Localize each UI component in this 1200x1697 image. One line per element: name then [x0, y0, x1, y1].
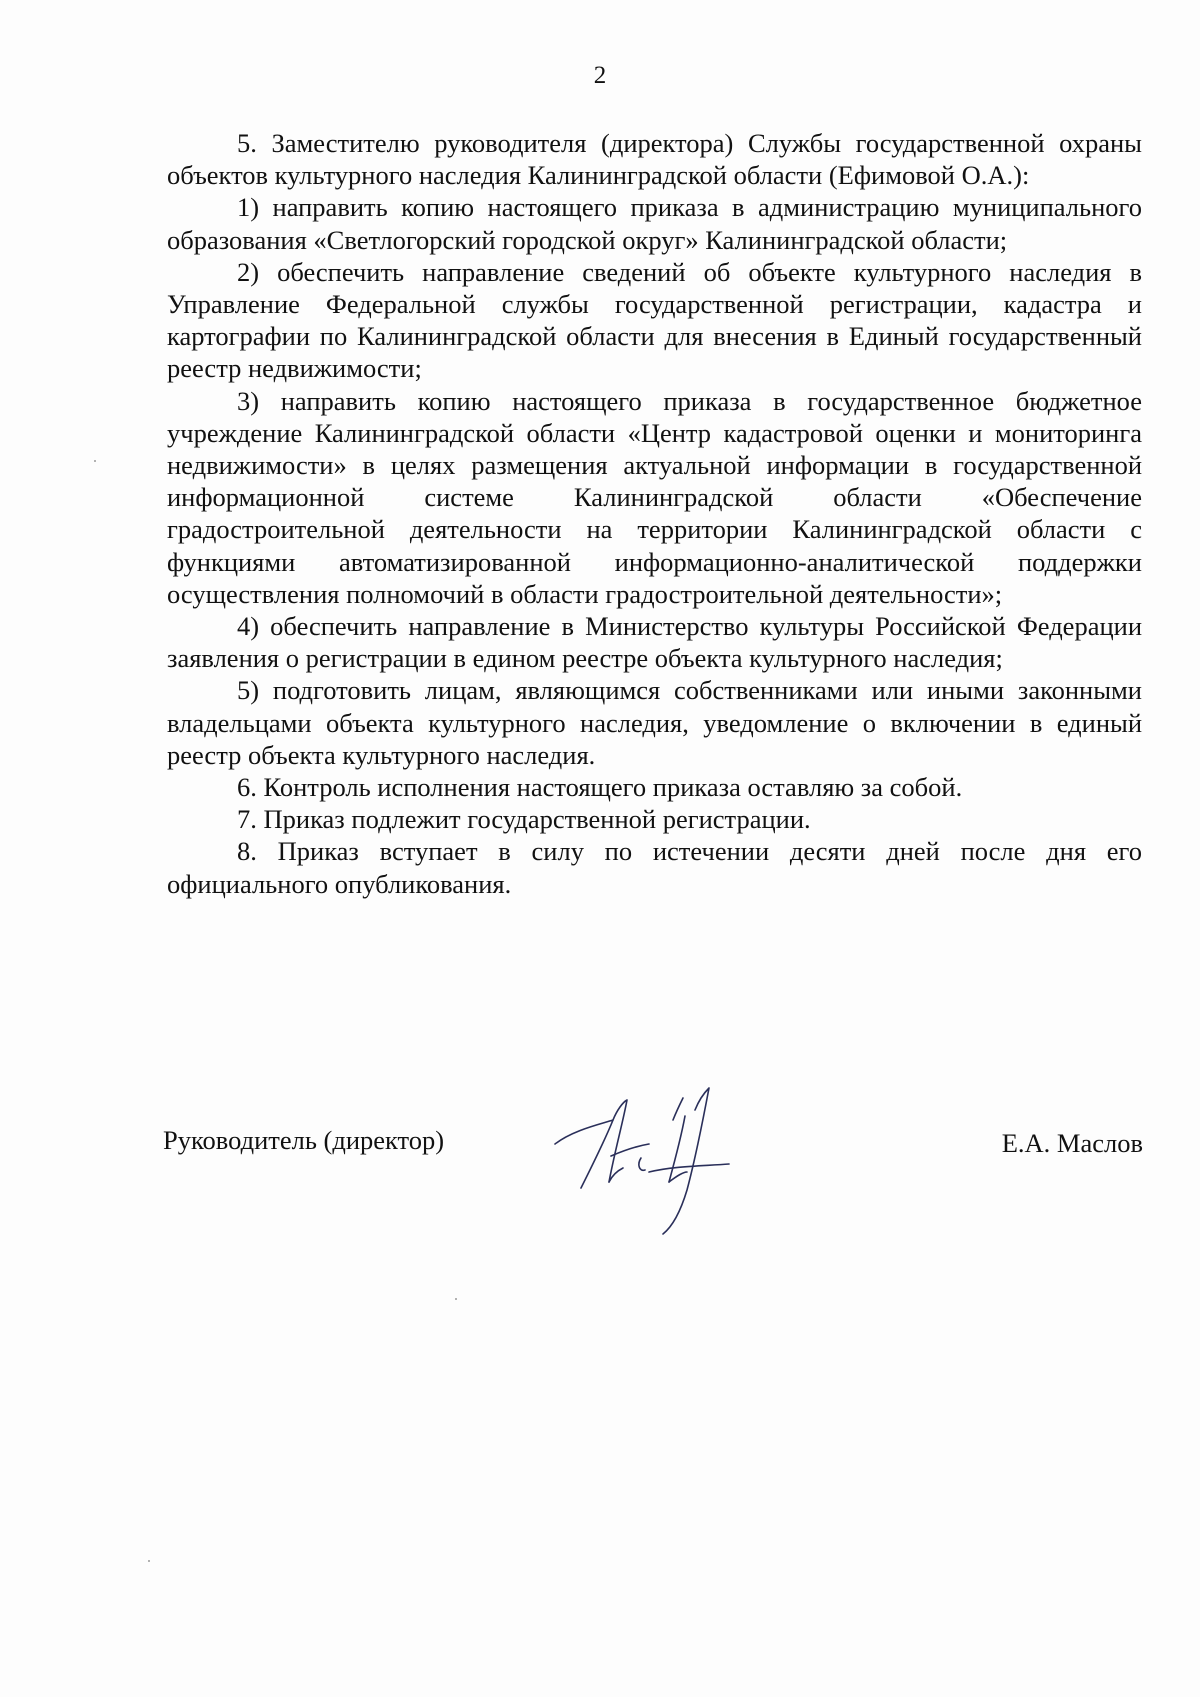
paragraph-item-7: 7. Приказ подлежит государственной регистрации. — [237, 804, 811, 835]
subparagraph-2: 2) обеспечить направление сведений об объекте культурного наследия в Управление Федеральной службы государственной регистрации, кадастра и картографии по Калининградской области для внесения в Единый государственный реестр недвижимости; — [167, 256, 1142, 384]
subparagraph-3: 3) направить копию настоящего приказа в государственное бюджетное учреждение Калининградской области «Центр кадастровой оценки и мониторинга недвижимости» в целях размещения актуальной информации в государственной информационной системе Калининградской области «Обеспечение градостроительной деятельности на территории Калининградской области с функциями автоматизированной информационно-аналитической поддержки осуществления полномочий в области градостроительной деятельности»; — [167, 385, 1142, 609]
signature-block — [163, 1080, 1143, 1250]
scan-speck — [94, 460, 96, 462]
handwritten-signature — [553, 1080, 753, 1250]
paragraph-item-8: 8. Приказ вступает в силу по истечении десяти дней после дня его официального опубликования. — [167, 836, 1142, 899]
document-body — [167, 127, 1142, 900]
page-number: 2 — [593, 62, 607, 89]
scan-speck — [148, 1560, 150, 1562]
subparagraph-5: 5) подготовить лицам, являющимся собственниками или иными законными владельцами объекта культурного наследия, уведомление о включении в единый реестр объекта культурного наследия. — [167, 675, 1142, 770]
signatory-position: Руководитель (директор) — [163, 1125, 445, 1155]
signatory-name: Е.А. Маслов — [1001, 1128, 1143, 1158]
paragraph-item-6: 6. Контроль исполнения настоящего приказа оставляю за собой. — [237, 772, 963, 803]
subparagraph-1: 1) направить копию настоящего приказа в администрацию муниципального образования «Светлогорский городской округ» Калининградской области; — [167, 192, 1142, 255]
paragraph-item-5: 5. Заместителю руководителя (директора) Службы государственной охраны объектов культурного наследия Калининградской области (Ефимовой О.А.): — [167, 128, 1142, 191]
subparagraph-4: 4) обеспечить направление в Министерство культуры Российской Федерации заявления о регистрации в едином реестре объекта культурного наследия; — [167, 611, 1142, 674]
scan-speck — [455, 1298, 457, 1300]
